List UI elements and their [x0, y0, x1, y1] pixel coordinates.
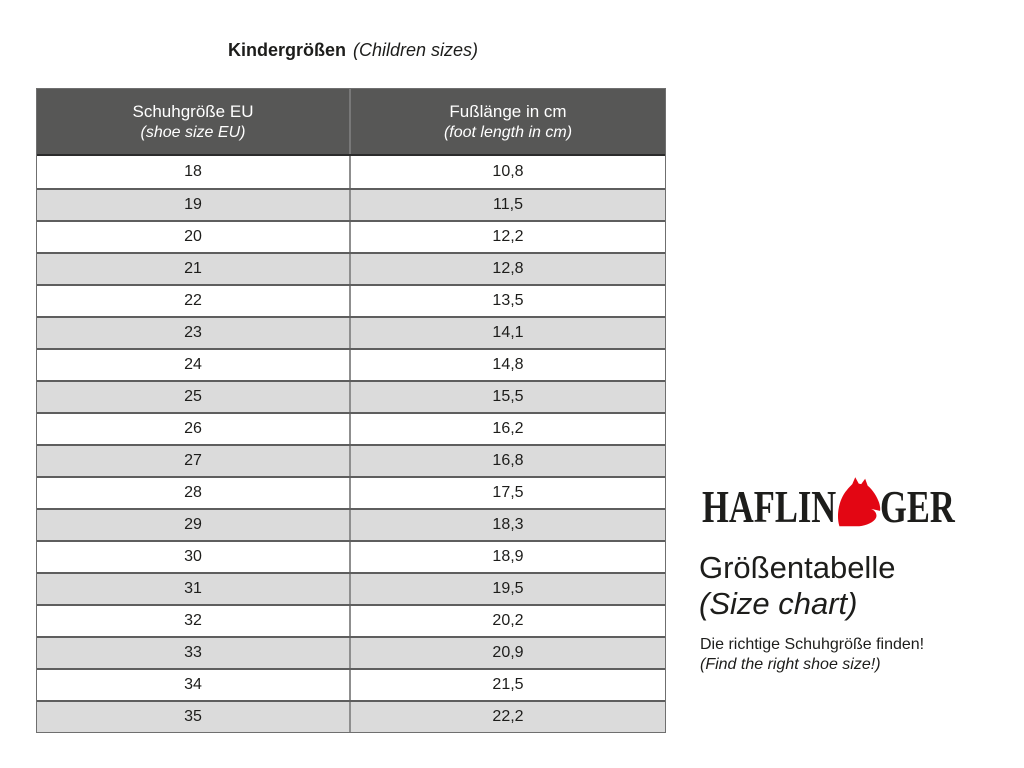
brand-heading-sub: (Size chart) [699, 586, 858, 621]
foot-length-cell: 18,9 [349, 542, 665, 572]
page-title-en: (Children sizes) [353, 40, 479, 60]
table-header-row [37, 89, 665, 156]
table-row [37, 252, 665, 284]
shoe-size-cell: 35 [184, 708, 202, 725]
table-row [37, 668, 665, 700]
foot-length-header-en: (foot length in cm) [443, 123, 573, 141]
table-row [37, 380, 665, 412]
foot-length-cell: 13,5 [349, 286, 665, 316]
shoe-size-header-de: Schuhgröße EU [132, 101, 254, 121]
page-title [228, 38, 478, 62]
shoe-size-cell: 18 [184, 163, 202, 180]
shoe-size-cell: 21 [184, 260, 202, 277]
foot-length-cell: 11,5 [349, 190, 665, 220]
foot-length-cell: 19,5 [349, 574, 665, 604]
shoe-size-cell: 26 [184, 420, 202, 437]
shoe-size-header-en: (shoe size EU) [140, 123, 246, 141]
foot-length-header-de: Fußlänge in cm [449, 101, 567, 121]
children-size-table [36, 88, 666, 733]
table-body [37, 156, 665, 732]
foot-length-column-header [349, 89, 665, 154]
shoe-size-cell: 30 [184, 548, 202, 565]
table-row [37, 284, 665, 316]
table-row [37, 508, 665, 540]
shoe-size-cell: 29 [184, 516, 202, 533]
foot-length-cell: 10,8 [349, 156, 665, 188]
logo-text-haflin: HAFLIN [702, 481, 837, 532]
table-row [37, 412, 665, 444]
shoe-size-cell: 20 [184, 228, 202, 245]
foot-length-cell: 12,8 [349, 254, 665, 284]
foot-length-cell: 22,2 [349, 702, 665, 732]
table-row [37, 572, 665, 604]
table-row [37, 476, 665, 508]
brand-tagline: Die richtige Schuhgröße finden! [700, 636, 925, 653]
foot-length-cell: 14,8 [349, 350, 665, 380]
foot-length-cell: 18,3 [349, 510, 665, 540]
table-row [37, 220, 665, 252]
shoe-size-cell: 33 [184, 644, 202, 661]
table-row [37, 444, 665, 476]
foot-length-cell: 16,8 [349, 446, 665, 476]
brand-heading: Größentabelle [699, 550, 896, 585]
shoe-size-cell: 32 [184, 612, 202, 629]
shoe-size-cell: 28 [184, 484, 202, 501]
table-row [37, 348, 665, 380]
foot-length-cell: 15,5 [349, 382, 665, 412]
foot-length-cell: 20,2 [349, 606, 665, 636]
shoe-size-cell: 34 [184, 676, 202, 693]
shoe-size-cell: 22 [184, 292, 202, 309]
logo-text-ger: GER [880, 481, 955, 532]
page-title-de: Kindergrößen [228, 40, 347, 60]
table-row [37, 156, 665, 188]
table-row [37, 188, 665, 220]
foot-length-cell: 12,2 [349, 222, 665, 252]
foot-length-cell: 21,5 [349, 670, 665, 700]
foot-length-cell: 20,9 [349, 638, 665, 668]
shoe-size-cell: 24 [184, 356, 202, 373]
horse-head-icon [830, 476, 882, 527]
shoe-size-cell: 23 [184, 324, 202, 341]
table-row [37, 316, 665, 348]
shoe-size-cell: 31 [184, 580, 202, 597]
foot-length-cell: 17,5 [349, 478, 665, 508]
shoe-size-column-header [37, 89, 349, 154]
table-row [37, 540, 665, 572]
shoe-size-cell: 19 [184, 196, 202, 213]
shoe-size-cell: 25 [184, 388, 202, 405]
table-row [37, 604, 665, 636]
brand-tagline-sub: (Find the right shoe size!) [700, 656, 881, 673]
table-row [37, 636, 665, 668]
foot-length-cell: 16,2 [349, 414, 665, 444]
table-row [37, 700, 665, 732]
shoe-size-cell: 27 [184, 452, 202, 469]
foot-length-cell: 14,1 [349, 318, 665, 348]
